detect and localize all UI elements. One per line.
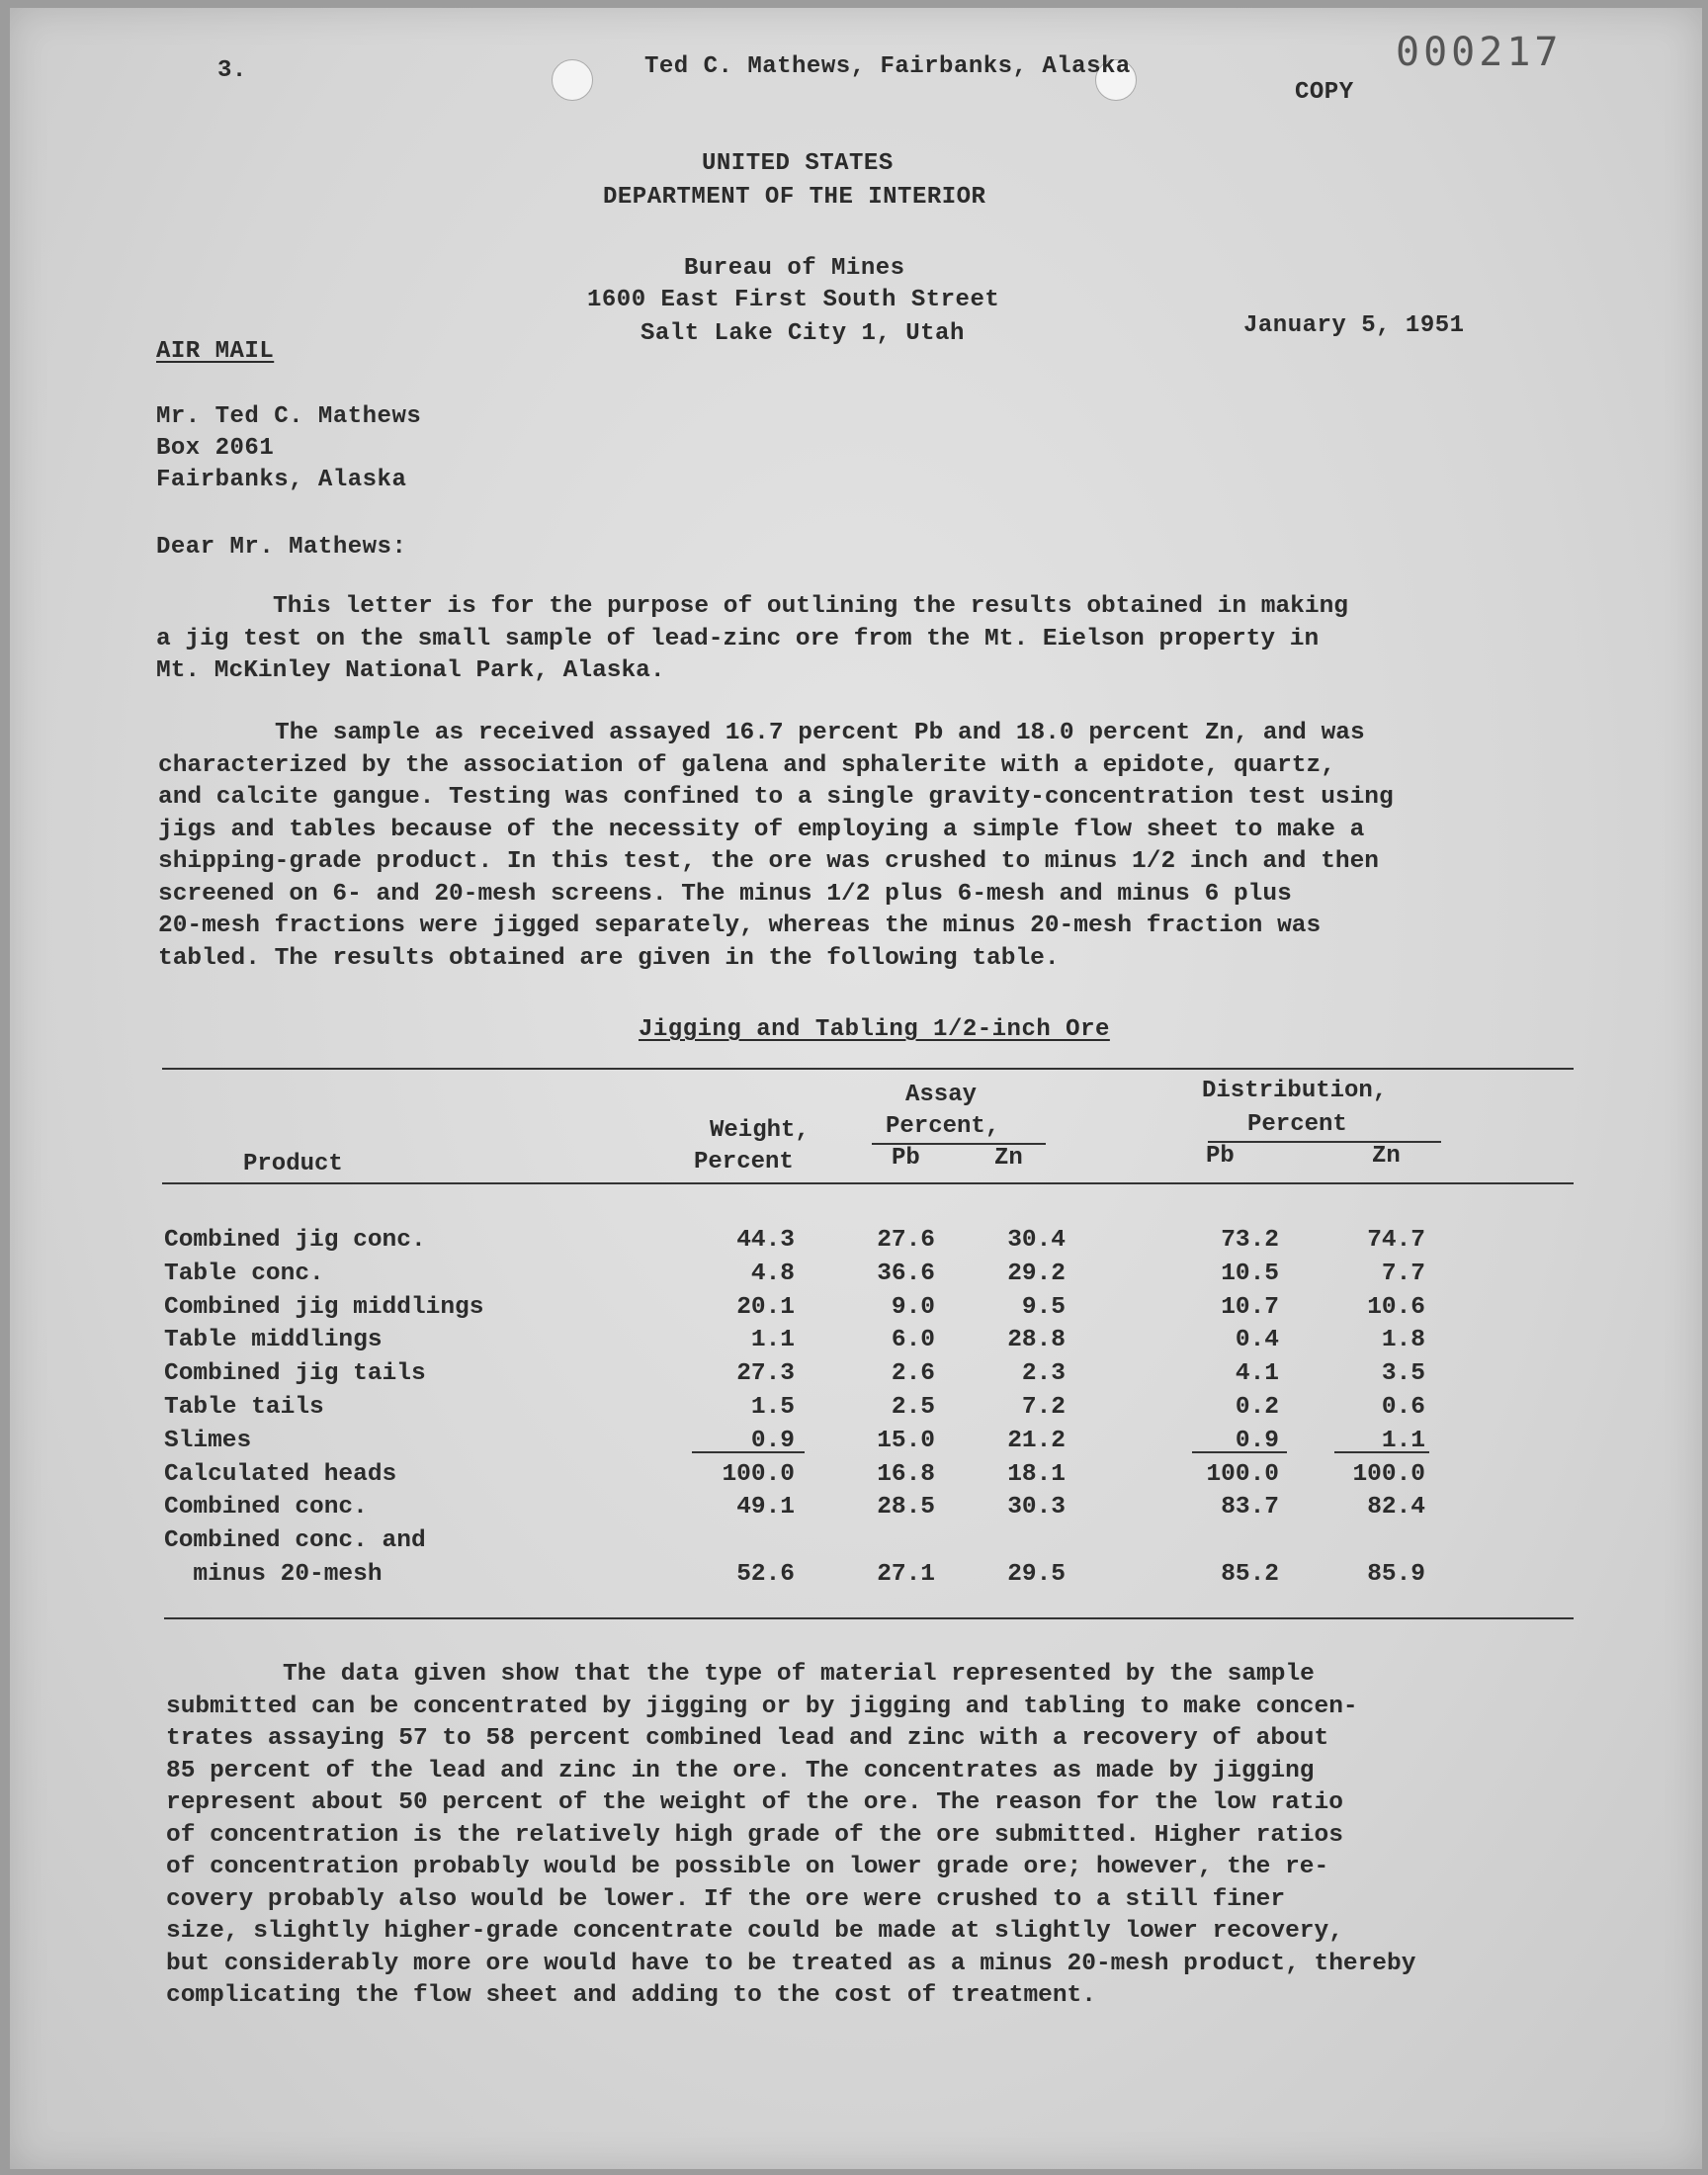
salutation: Dear Mr. Mathews: <box>156 534 407 561</box>
table-cell-weight: 27.3 <box>736 1360 795 1388</box>
table-cell-dist-zn: 1.1 <box>1381 1427 1425 1454</box>
table-cell-dist-zn: 82.4 <box>1367 1494 1425 1522</box>
paragraph-line: complicating the flow sheet and adding to the cost of treatment. <box>166 1982 1096 2009</box>
table-cell-product: Combined jig tails <box>164 1360 426 1388</box>
paragraph-line: submitted can be concentrated by jigging or by jigging and tabling to make concen- <box>166 1693 1358 1720</box>
table-cell-dist-pb: 83.7 <box>1221 1494 1279 1522</box>
table-cell-dist-zn: 10.6 <box>1367 1293 1425 1321</box>
paragraph-line: 85 percent of the lead and zinc in the ore. The concentrates as made by jigging <box>166 1757 1315 1784</box>
table-cell-assay-pb: 27.1 <box>877 1560 935 1588</box>
table-cell-assay-zn: 7.2 <box>1021 1393 1066 1421</box>
paragraph-line: of concentration probably would be possible on lower grade ore; however, the re- <box>166 1854 1329 1880</box>
letterhead-line2: DEPARTMENT OF THE INTERIOR <box>603 184 986 211</box>
paragraph-line: of concentration is the relatively high grade of the ore submitted. Higher ratios <box>166 1821 1343 1849</box>
air-mail-label: AIR MAIL <box>156 338 275 365</box>
table-column-assay-zn <box>967 1224 1066 1592</box>
table-cell-product: Table tails <box>164 1393 324 1421</box>
running-head: Ted C. Mathews, Fairbanks, Alaska <box>644 53 1131 80</box>
header-assay-pb: Pb <box>892 1145 920 1172</box>
document-number: 000217 <box>1396 30 1563 75</box>
table-cell-dist-pb <box>1166 1524 1279 1558</box>
header-weight-2: Percent <box>694 1149 794 1175</box>
table-cell-assay-zn: 29.5 <box>1007 1560 1066 1588</box>
table-cell-dist-zn: 100.0 <box>1352 1460 1425 1488</box>
letter-date: January 5, 1951 <box>1243 312 1465 339</box>
paragraph-line: The data given show that the type of material represented by the sample <box>283 1661 1315 1688</box>
table-column-dist-pb <box>1166 1224 1279 1592</box>
table-cell-assay-zn: 18.1 <box>1007 1460 1066 1488</box>
table-cell-weight <box>662 1524 795 1558</box>
paragraph-line: This letter is for the purpose of outlining the results obtained in making <box>273 593 1348 620</box>
table-cell-dist-pb: 73.2 <box>1221 1227 1279 1254</box>
paragraph-line: tabled. The results obtained are given in the following table. <box>158 944 1060 972</box>
table-cell-assay-zn: 28.8 <box>1007 1327 1066 1354</box>
table-bottom-rule <box>164 1617 1574 1619</box>
header-assay-2: Percent, <box>886 1113 1000 1140</box>
table-cell-assay-pb: 36.6 <box>877 1260 935 1287</box>
table-cell-weight: 20.1 <box>736 1293 795 1321</box>
table-cell-dist-zn <box>1313 1524 1425 1558</box>
table-cell-product: Combined conc. and <box>164 1527 426 1555</box>
paragraph-line: characterized by the association of galena and sphalerite with a epidote, quartz, <box>158 751 1335 779</box>
table-cell-weight: 0.9 <box>750 1427 795 1454</box>
table-cell-dist-zn: 74.7 <box>1367 1227 1425 1254</box>
paragraph-line: but considerably more ore would have to be treated as a minus 20-mesh product, thereby <box>166 1950 1416 1977</box>
page-number: 3. <box>217 57 247 84</box>
table-cell-assay-zn: 29.2 <box>1007 1260 1066 1287</box>
table-cell-assay-pb: 27.6 <box>877 1227 935 1254</box>
table-cell-assay-zn <box>967 1524 1066 1558</box>
table-cell-product: Combined jig conc. <box>164 1227 426 1254</box>
table-cell-assay-zn: 30.4 <box>1007 1227 1066 1254</box>
header-dist-1: Distribution, <box>1202 1078 1388 1104</box>
table-cell-dist-pb: 0.2 <box>1235 1393 1279 1421</box>
paragraph-line: covery probably also would be lower. If the ore were crushed to a still finer <box>166 1885 1286 1913</box>
table-cell-weight: 4.8 <box>750 1260 795 1287</box>
recipient-city: Fairbanks, Alaska <box>156 467 407 493</box>
paragraph-line: The sample as received assayed 16.7 percent Pb and 18.0 percent Zn, and was <box>275 720 1365 746</box>
recipient-box: Box 2061 <box>156 435 275 462</box>
paragraph-line: 20-mesh fractions were jigged separately, whereas the minus 20-mesh fraction was <box>158 913 1322 939</box>
table-cell-weight: 44.3 <box>736 1227 795 1254</box>
table-cell-dist-zn: 7.7 <box>1381 1260 1425 1287</box>
table-cell-product: Table conc. <box>164 1260 324 1287</box>
paragraph-line: jigs and tables because of the necessity of employing a simple flow sheet to make a <box>158 816 1365 843</box>
table-cell-dist-zn: 3.5 <box>1381 1360 1425 1388</box>
table-title: Jigging and Tabling 1/2-inch Ore <box>639 1016 1110 1043</box>
table-cell-weight: 1.1 <box>750 1327 795 1354</box>
table-cell-product: Table middlings <box>164 1327 383 1354</box>
table-cell-assay-pb: 2.5 <box>891 1393 935 1421</box>
table-cell-product: Combined conc. <box>164 1494 368 1522</box>
header-dist-2: Percent <box>1247 1111 1347 1138</box>
table-cell-dist-pb: 0.4 <box>1235 1327 1279 1354</box>
paragraph-line: trates assaying 57 to 58 percent combined lead and zinc with a recovery of about <box>166 1725 1329 1752</box>
header-dist-zn: Zn <box>1372 1143 1401 1170</box>
table-cell-weight: 52.6 <box>736 1560 795 1588</box>
table-cell-assay-pb: 16.8 <box>877 1460 935 1488</box>
table-cell-weight: 49.1 <box>736 1494 795 1522</box>
letterhead-bureau: Bureau of Mines <box>684 255 905 282</box>
paragraph-line: a jig test on the small sample of lead-zinc ore from the Mt. Eielson property in <box>156 625 1320 652</box>
letterhead-line1: UNITED STATES <box>702 150 894 177</box>
header-product: Product <box>243 1151 343 1177</box>
table-cell-assay-pb: 9.0 <box>891 1293 935 1321</box>
table-cell-weight: 100.0 <box>722 1460 795 1488</box>
distribution-underline <box>1208 1141 1441 1143</box>
letterhead-street: 1600 East First South Street <box>587 287 1000 313</box>
paragraph-line: screened on 6- and 20-mesh screens. The minus 1/2 plus 6-mesh and minus 6 plus <box>158 880 1292 908</box>
table-cell-dist-pb: 100.0 <box>1206 1460 1279 1488</box>
paragraph-line: size, slightly higher-grade concentrate could be made at slightly lower recovery, <box>166 1918 1343 1945</box>
table-cell-dist-pb: 10.5 <box>1221 1260 1279 1287</box>
table-cell-assay-zn: 9.5 <box>1021 1293 1066 1321</box>
paragraph-1 <box>156 591 1348 688</box>
table-cell-assay-pb: 28.5 <box>877 1494 935 1522</box>
table-cell-assay-pb <box>836 1524 935 1558</box>
paragraph-3 <box>166 1659 1415 2013</box>
table-cell-assay-pb: 15.0 <box>877 1427 935 1454</box>
recipient-name: Mr. Ted C. Mathews <box>156 403 422 430</box>
table-cell-dist-pb: 0.9 <box>1235 1427 1279 1454</box>
copy-stamp: COPY <box>1295 79 1354 106</box>
table-cell-assay-zn: 2.3 <box>1021 1360 1066 1388</box>
table-cell-product: minus 20-mesh <box>164 1560 383 1588</box>
table-cell-dist-zn: 0.6 <box>1381 1393 1425 1421</box>
table-cell-dist-pb: 4.1 <box>1235 1360 1279 1388</box>
table-column-dist-zn <box>1313 1224 1425 1592</box>
header-dist-pb: Pb <box>1206 1143 1235 1170</box>
paragraph-line: and calcite gangue. Testing was confined to a single gravity-concentration test using <box>158 784 1394 811</box>
table-cell-product: Slimes <box>164 1427 252 1454</box>
paragraph-line: Mt. McKinley National Park, Alaska. <box>156 657 665 684</box>
table-cell-dist-zn: 1.8 <box>1381 1327 1425 1354</box>
table-column-product <box>164 1224 579 1592</box>
table-column-weight <box>662 1224 795 1592</box>
letterhead-city: Salt Lake City 1, Utah <box>640 320 965 347</box>
table-cell-dist-pb: 85.2 <box>1221 1560 1279 1588</box>
table-top-rule <box>162 1068 1574 1070</box>
punch-hole-left <box>552 59 593 101</box>
table-cell-weight: 1.5 <box>750 1393 795 1421</box>
table-cell-assay-zn: 21.2 <box>1007 1427 1066 1454</box>
table-cell-dist-zn: 85.9 <box>1367 1560 1425 1588</box>
table-cell-dist-pb: 10.7 <box>1221 1293 1279 1321</box>
letter-page <box>10 8 1702 2169</box>
table-cell-product: Calculated heads <box>164 1460 397 1488</box>
paragraph-line: represent about 50 percent of the weight of the ore. The reason for the low ratio <box>166 1789 1343 1816</box>
header-assay-zn: Zn <box>994 1145 1023 1172</box>
table-column-assay-pb <box>836 1224 935 1592</box>
paragraph-line: shipping-grade product. In this test, the ore was crushed to minus 1/2 inch and then <box>158 848 1380 875</box>
table-cell-assay-zn: 30.3 <box>1007 1494 1066 1522</box>
header-weight-1: Weight, <box>710 1117 810 1144</box>
table-header-rule <box>162 1182 1574 1184</box>
table-cell-assay-pb: 2.6 <box>891 1360 935 1388</box>
table-cell-product: Combined jig middlings <box>164 1293 484 1321</box>
paragraph-2 <box>158 718 1394 975</box>
header-assay-1: Assay <box>905 1082 978 1108</box>
table-cell-assay-pb: 6.0 <box>891 1327 935 1354</box>
